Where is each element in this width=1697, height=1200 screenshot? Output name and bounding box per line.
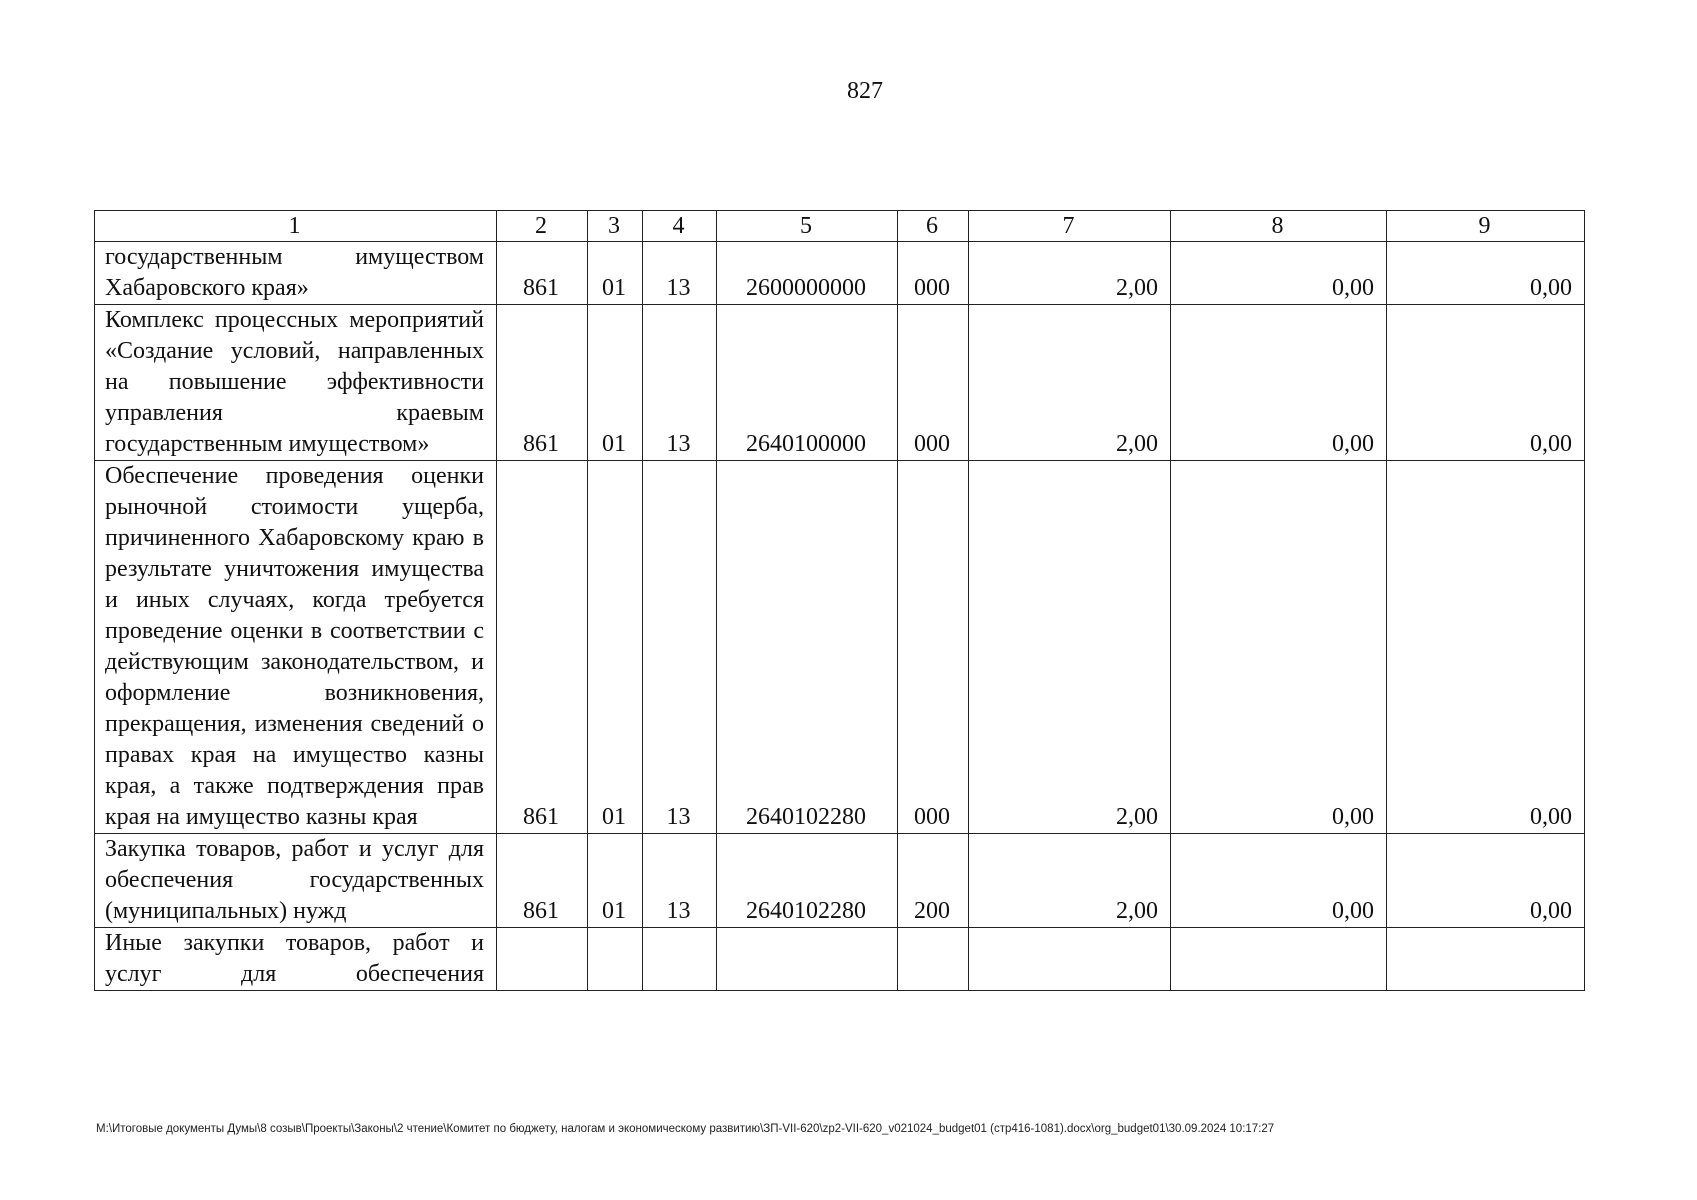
row-description: Закупка товаров, работ и услуг для обеспечения государственных (муниципальных) нужд (95, 834, 497, 928)
row-amount-col8: 0,00 (1171, 834, 1387, 928)
row-amount-col7: 2,00 (969, 834, 1171, 928)
table-row (95, 461, 1585, 834)
row-code-col6: 200 (898, 834, 969, 928)
row-amount-col7 (969, 928, 1171, 991)
row-code-col6: 000 (898, 242, 969, 305)
row-code-col2 (497, 928, 588, 991)
document-file-path: M:\Итоговые документы Думы\8 созыв\Проекты\Законы\2 чтение\Комитет по бюджету, налогам и экономическому развитию\ЗП-VII-620\zp2-VII-620_v021024_budget01 (стр416-1081).docx\org_budget01\30.09.2024 10:17:27 (96, 1123, 1275, 1135)
table-row (95, 928, 1585, 991)
row-amount-col9: 0,00 (1387, 305, 1585, 461)
row-code-col4: 13 (643, 305, 717, 461)
row-code-col6: 000 (898, 305, 969, 461)
row-code-col3: 01 (588, 305, 643, 461)
row-description: государственным имуществом Хабаровского края» (95, 242, 497, 305)
row-code-col3: 01 (588, 834, 643, 928)
header-cell: 2 (497, 211, 588, 242)
header-cell: 4 (643, 211, 717, 242)
row-code-col6 (898, 928, 969, 991)
row-amount-col8: 0,00 (1171, 305, 1387, 461)
row-code-col5: 2600000000 (717, 242, 898, 305)
row-amount-col9: 0,00 (1387, 461, 1585, 834)
row-code-col4 (643, 928, 717, 991)
table-row (95, 834, 1585, 928)
row-code-col5: 2640100000 (717, 305, 898, 461)
row-amount-col7: 2,00 (969, 305, 1171, 461)
row-code-col2: 861 (497, 242, 588, 305)
row-code-col4: 13 (643, 242, 717, 305)
row-code-col4: 13 (643, 461, 717, 834)
row-description: Иные закупки товаров, работ и услуг для обеспечения (95, 928, 497, 991)
row-code-col3: 01 (588, 461, 643, 834)
header-cell: 3 (588, 211, 643, 242)
table-header-row (95, 211, 1585, 242)
row-description: Комплекс процессных мероприятий «Создание условий, направленных на повышение эффективности управления краевым государственным имуществом» (95, 305, 497, 461)
row-code-col3 (588, 928, 643, 991)
row-code-col6: 000 (898, 461, 969, 834)
row-code-col5: 2640102280 (717, 461, 898, 834)
page-number: 827 (847, 78, 883, 104)
row-code-col2: 861 (497, 461, 588, 834)
table-row (95, 242, 1585, 305)
header-cell: 7 (969, 211, 1171, 242)
header-cell: 9 (1387, 211, 1585, 242)
row-amount-col9 (1387, 928, 1585, 991)
budget-table (94, 210, 1585, 991)
table-row (95, 305, 1585, 461)
row-code-col2: 861 (497, 305, 588, 461)
row-amount-col9: 0,00 (1387, 834, 1585, 928)
row-code-col5: 2640102280 (717, 834, 898, 928)
row-code-col2: 861 (497, 834, 588, 928)
row-code-col3: 01 (588, 242, 643, 305)
header-cell: 6 (898, 211, 969, 242)
row-amount-col8 (1171, 928, 1387, 991)
row-description: Обеспечение проведения оценки рыночной стоимости ущерба, причиненного Хабаровскому краю в результате уничтожения имущества и иных случаях, когда требуется проведение оценки в соответствии с действующим законодательством, и оформление возникновения, прекращения, изменения сведений о правах края на имущество казны края, а также подтверждения прав края на имущество казны края (95, 461, 497, 834)
header-cell: 8 (1171, 211, 1387, 242)
row-amount-col8: 0,00 (1171, 242, 1387, 305)
row-amount-col7: 2,00 (969, 461, 1171, 834)
row-amount-col9: 0,00 (1387, 242, 1585, 305)
header-cell: 5 (717, 211, 898, 242)
row-code-col5 (717, 928, 898, 991)
row-amount-col7: 2,00 (969, 242, 1171, 305)
row-amount-col8: 0,00 (1171, 461, 1387, 834)
header-cell: 1 (95, 211, 497, 242)
row-code-col4: 13 (643, 834, 717, 928)
